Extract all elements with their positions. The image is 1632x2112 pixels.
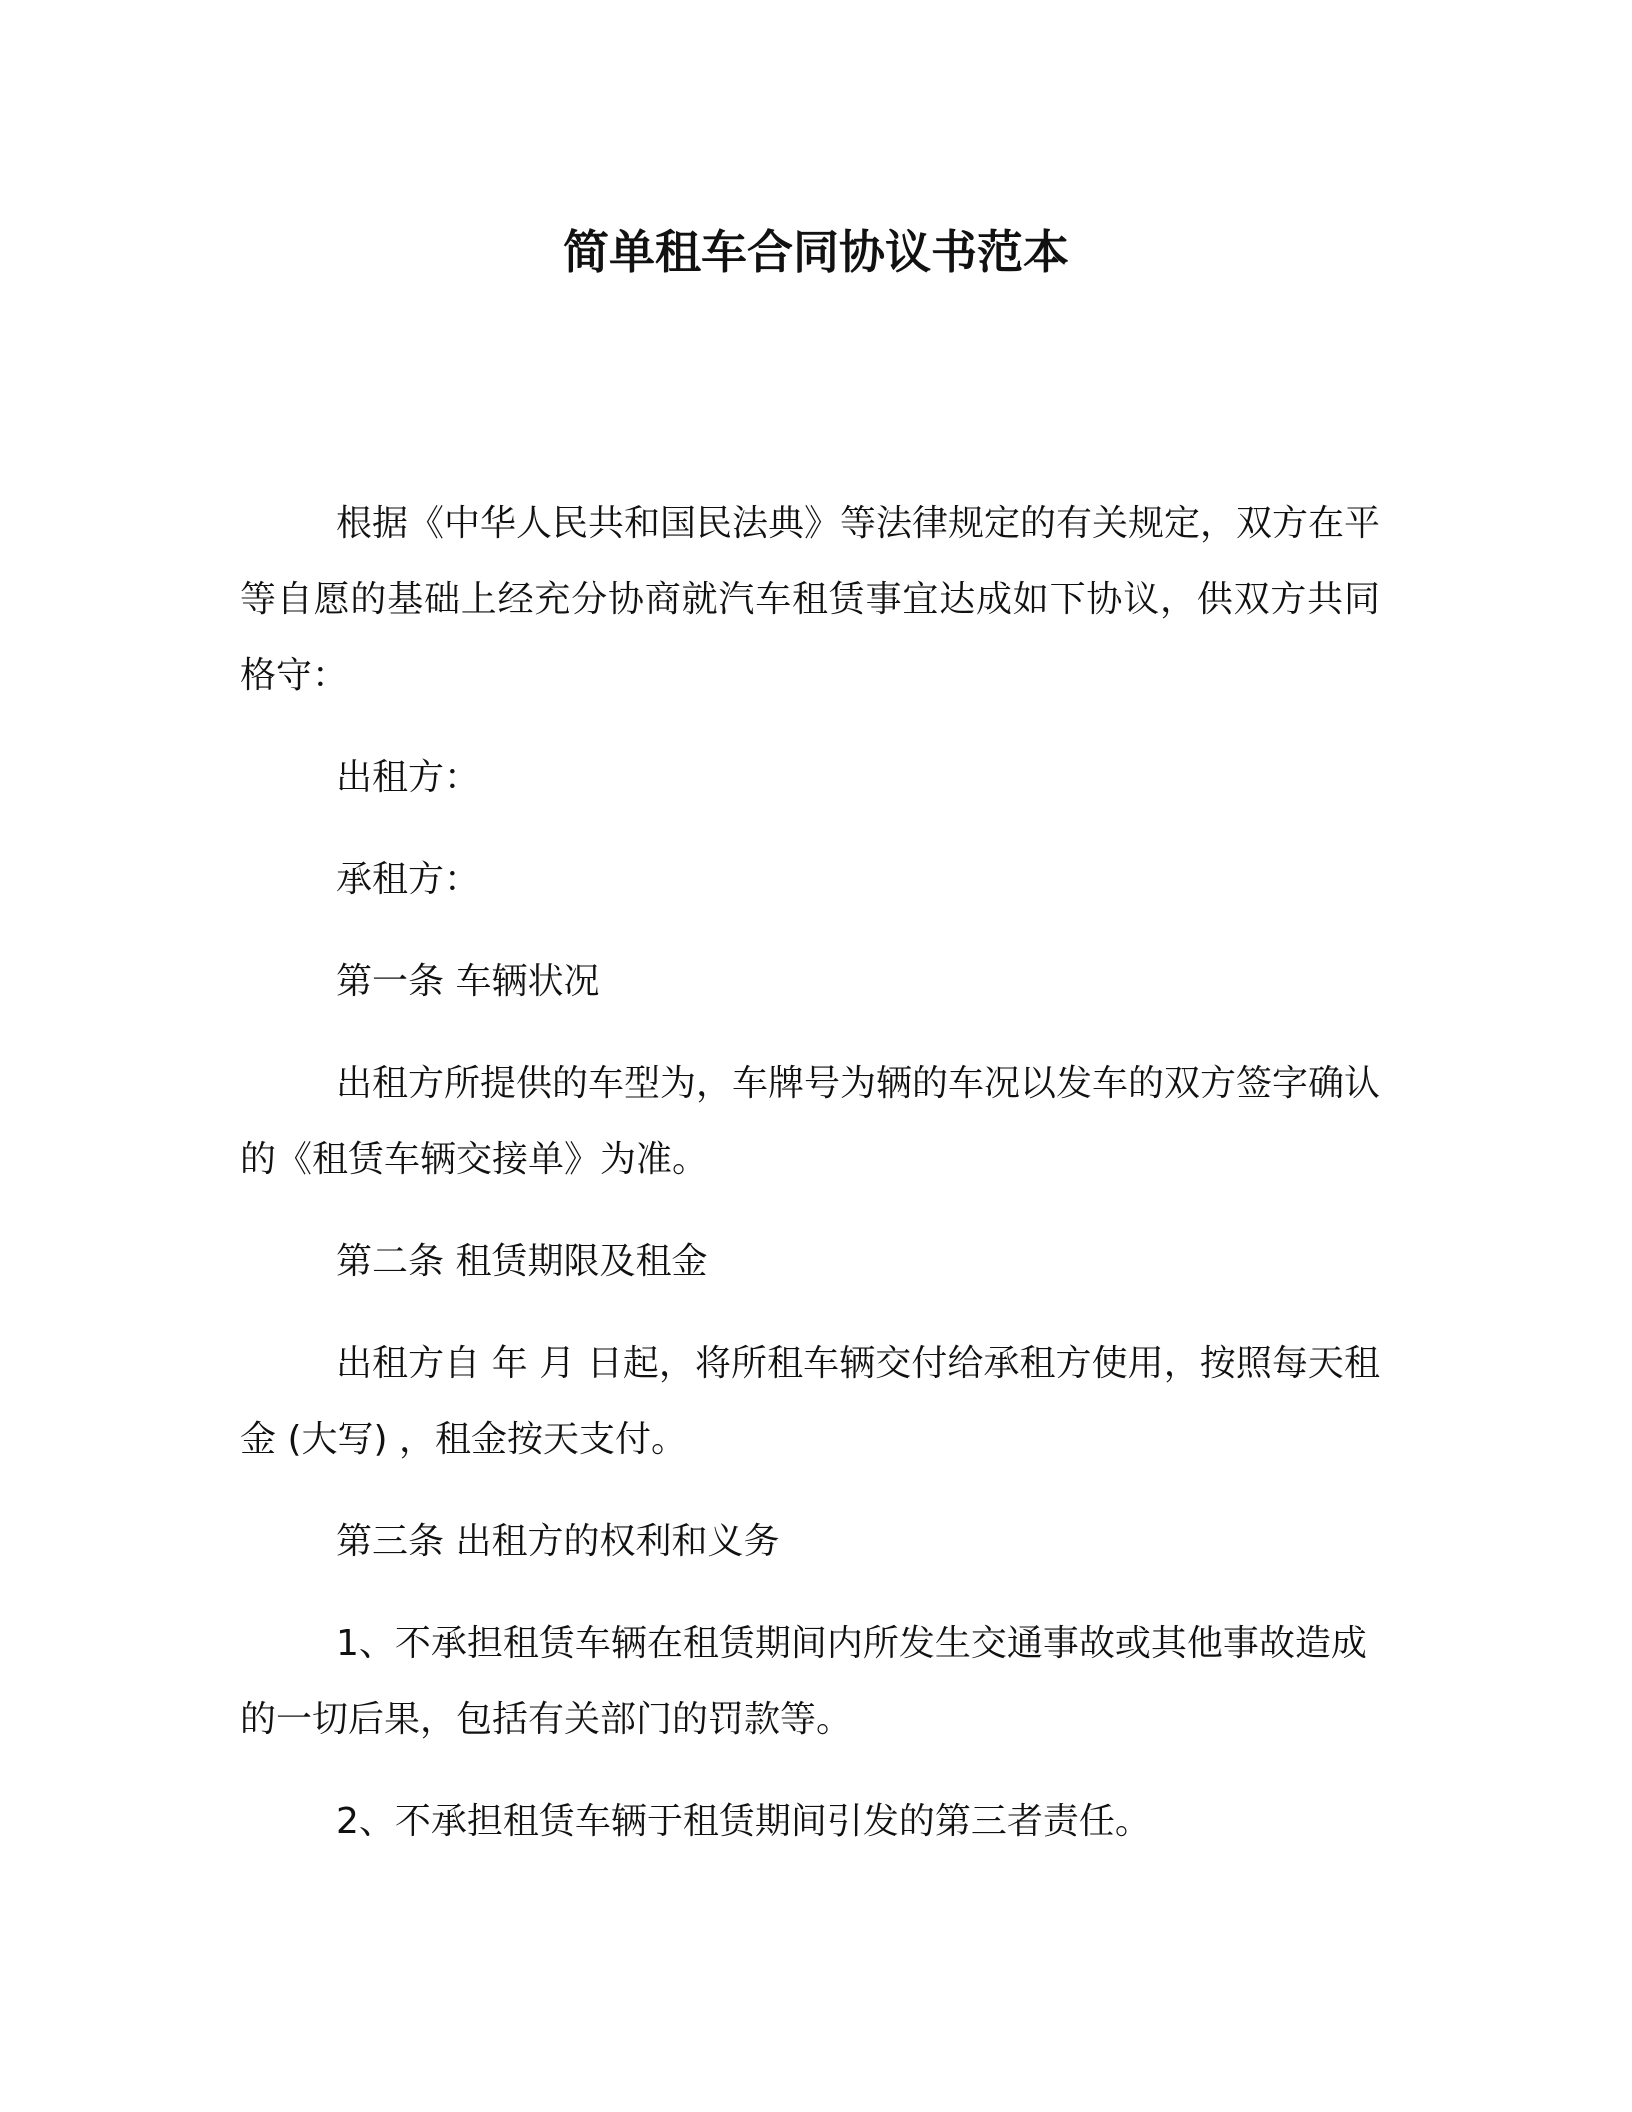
document-body xyxy=(240,486,1380,1886)
article-2-body: 出租方自 年 月 日起，将所租车辆交付给承租方使用，按照每天租金 (大写) ，租金按天支付。 xyxy=(240,1343,1380,1460)
article-2-heading: 第二条 租赁期限及租金 xyxy=(336,1241,708,1282)
lessee-line: 承租方： xyxy=(336,859,481,900)
lessor-line: 出租方： xyxy=(336,757,481,798)
article-3-item-1: 1、不承担租赁车辆在租赁期间内所发生交通事故或其他事故造成的一切后果，包括有关部门的罚款等。 xyxy=(240,1623,1367,1740)
intro-paragraph: 根据《中华人民共和国民法典》等法律规定的有关规定，双方在平等自愿的基础上经充分协商就汽车租赁事宜达成如下协议，供双方共同格守： xyxy=(240,503,1381,696)
article-1-body: 出租方所提供的车型为，车牌号为辆的车况以发车的双方签字确认的《租赁车辆交接单》为准。 xyxy=(240,1063,1381,1180)
article-1-heading: 第一条 车辆状况 xyxy=(336,961,600,1002)
article-3-item-2: 2、不承担租赁车辆于租赁期间引发的第三者责任。 xyxy=(336,1801,1151,1842)
article-3-heading: 第三条 出租方的权利和义务 xyxy=(336,1521,780,1562)
document-title: 简单租车合同协议书范本 xyxy=(563,225,1069,279)
